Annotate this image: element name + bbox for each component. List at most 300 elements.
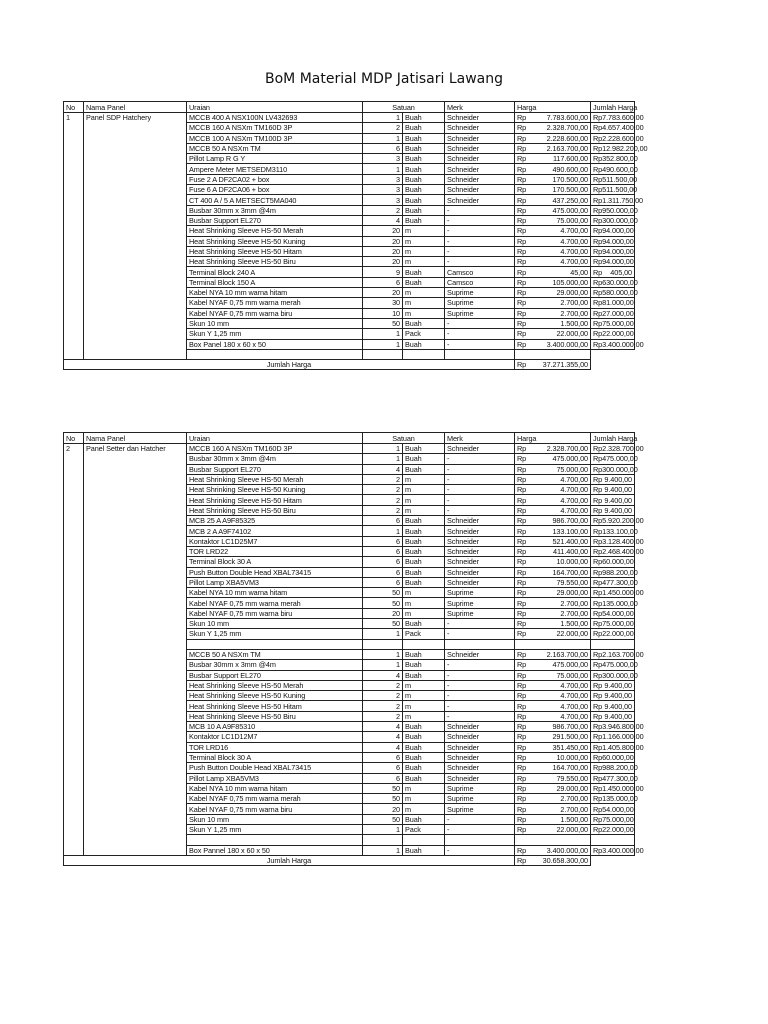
row-unit: m — [403, 226, 445, 236]
row-total — [591, 226, 635, 236]
currency-label: Rp — [517, 226, 527, 236]
currency-label: Rp — [593, 680, 603, 690]
row-unit: m — [403, 680, 445, 690]
currency-label: Rp — [517, 495, 527, 505]
row-total-value: 988.200,00 — [602, 567, 638, 577]
row-description: Kabel NYAF 0,75 mm warna merah — [187, 598, 363, 608]
row-no — [64, 526, 84, 536]
table-row — [64, 505, 635, 515]
currency-label: Rp — [593, 526, 603, 536]
currency-label: Rp — [517, 329, 527, 339]
row-panel-name — [84, 267, 187, 277]
row-total — [591, 257, 635, 267]
row-total — [591, 133, 644, 143]
row-brand: - — [445, 257, 515, 267]
row-total-value: 9.400,00 — [604, 475, 632, 485]
row-no — [64, 639, 84, 649]
row-brand: Suprime — [445, 608, 515, 618]
row-qty: 3 — [363, 185, 403, 195]
row-panel-name — [84, 454, 187, 464]
row-total — [591, 246, 635, 256]
row-panel-name — [84, 649, 187, 659]
row-qty: 1 — [363, 454, 403, 464]
currency-label: Rp — [593, 711, 603, 721]
row-total-value: 1.450.000,00 — [602, 588, 644, 598]
grand-total-value: 37.271.355,00 — [542, 360, 588, 370]
row-total — [591, 691, 635, 701]
currency-label: Rp — [593, 722, 603, 732]
row-no — [64, 257, 84, 267]
row-unit: Buah — [403, 277, 445, 287]
blank-row — [64, 835, 635, 845]
row-description: Kabel NYA 10 mm warna hitam — [187, 588, 363, 598]
currency-label: Rp — [517, 619, 527, 629]
table-row — [64, 557, 635, 567]
currency-label: Rp — [593, 185, 603, 195]
row-no — [64, 123, 84, 133]
row-description: Heat Shrinking Sleeve HS-50 Biru — [187, 257, 363, 267]
bom-table-panel-setter-hatcher — [63, 432, 644, 866]
row-brand: Suprime — [445, 298, 515, 308]
currency-label: Rp — [593, 505, 603, 515]
row-price — [515, 308, 591, 318]
row-qty: 1 — [363, 845, 403, 855]
row-description: Skun 10 mm — [187, 814, 363, 824]
row-unit: Buah — [403, 619, 445, 629]
table-row — [64, 742, 635, 752]
table-row — [64, 257, 635, 267]
row-total-value: 60.000,00 — [602, 557, 634, 567]
row-description: Heat Shrinking Sleeve HS-50 Hitam — [187, 495, 363, 505]
row-no — [64, 205, 84, 215]
row-no — [64, 783, 84, 793]
currency-label: Rp — [593, 495, 603, 505]
row-unit: m — [403, 783, 445, 793]
row-description: Ampere Meter METSEDM3110 — [187, 164, 363, 174]
currency-label: Rp — [517, 516, 527, 526]
row-total-value: 60.000,00 — [602, 753, 634, 763]
row-no — [64, 349, 84, 359]
row-total-value: 490.600,00 — [602, 164, 638, 174]
row-price — [515, 742, 591, 752]
currency-label: Rp — [517, 845, 527, 855]
table-header-row — [64, 102, 635, 113]
row-brand — [445, 835, 515, 845]
row-unit: m — [403, 495, 445, 505]
row-no — [64, 329, 84, 339]
row-no — [64, 701, 84, 711]
currency-label: Rp — [517, 267, 527, 277]
row-qty: 6 — [363, 567, 403, 577]
currency-label: Rp — [593, 485, 603, 495]
row-price-value: 22.000,00 — [556, 629, 588, 639]
row-price — [515, 267, 591, 277]
currency-label: Rp — [517, 485, 527, 495]
currency-label: Rp — [517, 691, 527, 701]
row-unit: Buah — [403, 773, 445, 783]
currency-label: Rp — [593, 444, 603, 454]
row-unit: Buah — [403, 164, 445, 174]
row-no: 2 — [64, 444, 84, 454]
row-panel-name — [84, 557, 187, 567]
row-brand: Schneider — [445, 185, 515, 195]
row-unit: m — [403, 794, 445, 804]
row-price-value: 1.500,00 — [560, 619, 588, 629]
table-row — [64, 732, 635, 742]
row-no — [64, 298, 84, 308]
row-price — [515, 680, 591, 690]
row-panel-name: Panel SDP Hatchery — [84, 113, 187, 123]
row-panel-name — [84, 722, 187, 732]
currency-label: Rp — [593, 763, 603, 773]
row-price-value: 4.700,00 — [560, 701, 588, 711]
row-total — [591, 794, 638, 804]
row-price-value: 475.000,00 — [552, 660, 588, 670]
row-qty: 1 — [363, 660, 403, 670]
row-unit — [403, 835, 445, 845]
row-no — [64, 339, 84, 349]
row-price-value: 2.228.600,00 — [546, 133, 588, 143]
header-price: Harga — [515, 433, 591, 444]
row-price-value: 75.000,00 — [556, 464, 588, 474]
row-panel-name — [84, 546, 187, 556]
currency-label: Rp — [517, 360, 527, 370]
row-price — [515, 711, 591, 721]
currency-label: Rp — [517, 144, 527, 154]
row-no — [64, 154, 84, 164]
row-total — [591, 588, 644, 598]
row-price-value: 22.000,00 — [556, 329, 588, 339]
table-row — [64, 133, 635, 143]
header-panel-name: Nama Panel — [84, 102, 187, 113]
row-price — [515, 794, 591, 804]
row-panel-name — [84, 711, 187, 721]
row-price — [515, 164, 591, 174]
row-total — [591, 288, 638, 298]
row-brand: Schneider — [445, 763, 515, 773]
row-unit: Buah — [403, 195, 445, 205]
currency-label: Rp — [517, 804, 527, 814]
row-no — [64, 773, 84, 783]
table-row — [64, 536, 635, 546]
row-unit: Buah — [403, 154, 445, 164]
row-qty: 6 — [363, 536, 403, 546]
currency-label: Rp — [517, 783, 527, 793]
currency-label: Rp — [517, 722, 527, 732]
currency-label: Rp — [593, 195, 603, 205]
table-row — [64, 267, 635, 277]
row-no — [64, 246, 84, 256]
row-no — [64, 722, 84, 732]
currency-label: Rp — [593, 133, 603, 143]
currency-label: Rp — [517, 701, 527, 711]
row-empty — [403, 349, 445, 359]
currency-label: Rp — [593, 174, 603, 184]
row-qty: 4 — [363, 670, 403, 680]
row-panel-name — [84, 257, 187, 267]
header-brand: Merk — [445, 102, 515, 113]
row-unit: m — [403, 288, 445, 298]
row-panel-name — [84, 164, 187, 174]
row-unit: m — [403, 257, 445, 267]
row-price — [515, 236, 591, 246]
currency-label: Rp — [593, 691, 603, 701]
row-price-value: 4.700,00 — [560, 505, 588, 515]
row-unit: Buah — [403, 318, 445, 328]
table-row — [64, 546, 635, 556]
table-row — [64, 824, 635, 834]
row-description: Heat Shrinking Sleeve HS-50 Hitam — [187, 246, 363, 256]
row-total — [591, 835, 635, 845]
row-price-value: 164.700,00 — [552, 763, 588, 773]
row-unit: m — [403, 701, 445, 711]
row-no — [64, 845, 84, 855]
row-price — [515, 246, 591, 256]
row-total — [591, 577, 638, 587]
row-qty: 6 — [363, 557, 403, 567]
row-total-value: 5.920.200,00 — [602, 516, 644, 526]
currency-label: Rp — [517, 753, 527, 763]
row-no — [64, 133, 84, 143]
row-total — [591, 236, 635, 246]
row-price-value: 2.163.700,00 — [546, 144, 588, 154]
row-description: MCB 2 A A9F74102 — [187, 526, 363, 536]
table-row — [64, 277, 635, 287]
row-total — [591, 608, 635, 618]
row-qty: 20 — [363, 804, 403, 814]
row-total-value: 94.000,00 — [602, 236, 634, 246]
currency-label: Rp — [517, 247, 527, 256]
row-brand: - — [445, 629, 515, 639]
row-no — [64, 670, 84, 680]
row-total-value: 300.000,00 — [602, 464, 638, 474]
row-unit: Buah — [403, 205, 445, 215]
row-brand: - — [445, 454, 515, 464]
table-row — [64, 329, 635, 339]
row-total-value: 54.000,00 — [602, 608, 634, 618]
row-total — [591, 639, 635, 649]
row-price-value: 2.328.700,00 — [546, 123, 588, 133]
currency-label: Rp — [517, 298, 527, 308]
row-empty — [515, 349, 591, 359]
currency-label: Rp — [593, 701, 603, 711]
table-row — [64, 619, 635, 629]
row-price-value: 4.700,00 — [560, 680, 588, 690]
row-no — [64, 742, 84, 752]
currency-label: Rp — [517, 598, 527, 608]
row-empty — [187, 349, 363, 359]
row-qty: 4 — [363, 732, 403, 742]
row-brand: - — [445, 215, 515, 225]
row-price — [515, 608, 591, 618]
row-description: Terminal Block 150 A — [187, 277, 363, 287]
row-panel-name — [84, 505, 187, 515]
row-price-value: 4.700,00 — [560, 475, 588, 485]
row-price-value: 986.700,00 — [552, 516, 588, 526]
row-brand: - — [445, 318, 515, 328]
row-unit: Pack — [403, 824, 445, 834]
row-description: TOR LRD22 — [187, 546, 363, 556]
row-price-value: 411.400,00 — [553, 547, 588, 557]
row-unit: Buah — [403, 722, 445, 732]
row-panel-name — [84, 215, 187, 225]
currency-label: Rp — [517, 154, 527, 164]
row-total-value: 2.163.700,00 — [602, 650, 644, 660]
row-qty: 2 — [363, 123, 403, 133]
row-no — [64, 588, 84, 598]
row-qty: 1 — [363, 824, 403, 834]
currency-label: Rp — [593, 339, 603, 349]
table-row — [64, 516, 635, 526]
row-no — [64, 308, 84, 318]
total-row — [64, 360, 635, 370]
table-row — [64, 215, 635, 225]
table-row — [64, 495, 635, 505]
row-price — [515, 298, 591, 308]
row-price-value: 29.000,00 — [556, 588, 588, 598]
row-brand: - — [445, 495, 515, 505]
row-brand: Suprime — [445, 804, 515, 814]
row-panel-name — [84, 349, 187, 359]
table-row — [64, 226, 635, 236]
row-price — [515, 670, 591, 680]
row-total — [591, 536, 644, 546]
row-price-value: 117.600,00 — [553, 154, 588, 164]
header-description: Uraian — [187, 433, 363, 444]
currency-label: Rp — [517, 339, 527, 349]
row-price — [515, 516, 591, 526]
row-brand: Schneider — [445, 195, 515, 205]
currency-label: Rp — [517, 216, 527, 226]
row-total-value: 2.328.700,00 — [602, 444, 644, 454]
row-qty: 6 — [363, 277, 403, 287]
row-price-value: 7.783.600,00 — [546, 113, 588, 123]
row-description: Skun Y 1,25 mm — [187, 629, 363, 639]
row-total-value: 3.400.000,00 — [602, 339, 644, 349]
row-description: Kabel NYA 10 mm warna hitam — [187, 783, 363, 793]
row-qty: 2 — [363, 474, 403, 484]
row-qty: 2 — [363, 680, 403, 690]
row-qty: 3 — [363, 174, 403, 184]
row-price — [515, 639, 591, 649]
row-no — [64, 318, 84, 328]
row-qty: 20 — [363, 246, 403, 256]
row-no — [64, 835, 84, 845]
row-description: Skun 10 mm — [187, 619, 363, 629]
row-panel-name — [84, 845, 187, 855]
row-total — [591, 298, 635, 308]
row-panel-name — [84, 794, 187, 804]
row-description — [187, 835, 363, 845]
table-row — [64, 288, 635, 298]
row-description: Skun Y 1,25 mm — [187, 329, 363, 339]
table-row — [64, 444, 635, 454]
row-unit: Buah — [403, 444, 445, 454]
row-panel-name — [84, 639, 187, 649]
header-description: Uraian — [187, 102, 363, 113]
row-brand: - — [445, 701, 515, 711]
currency-label: Rp — [517, 608, 527, 618]
currency-label: Rp — [517, 650, 527, 660]
row-price-value: 170.500,00 — [552, 185, 588, 195]
header-unit: Satuan — [363, 102, 445, 113]
row-total — [591, 680, 635, 690]
row-panel-name — [84, 608, 187, 618]
row-unit: Buah — [403, 814, 445, 824]
table-row — [64, 205, 635, 215]
currency-label: Rp — [593, 464, 603, 474]
row-description: Kabel NYAF 0,75 mm warna biru — [187, 308, 363, 318]
row-no — [64, 752, 84, 762]
row-description: MCCB 50 A NSXm TM — [187, 649, 363, 659]
row-total — [591, 185, 638, 195]
row-total — [591, 516, 644, 526]
row-qty: 4 — [363, 722, 403, 732]
row-qty: 20 — [363, 257, 403, 267]
table-row — [64, 783, 635, 793]
row-total-value: 1.166.000,00 — [602, 732, 644, 742]
row-brand: Schneider — [445, 536, 515, 546]
header-price: Harga — [515, 102, 591, 113]
row-price-value: 475.000,00 — [552, 454, 588, 464]
row-qty: 50 — [363, 814, 403, 824]
row-panel-name — [84, 277, 187, 287]
row-qty: 20 — [363, 288, 403, 298]
currency-label: Rp — [517, 257, 527, 267]
row-panel-name — [84, 783, 187, 793]
currency-label: Rp — [517, 536, 527, 546]
row-total-value: 1.405.800,00 — [602, 742, 644, 752]
row-panel-name — [84, 619, 187, 629]
row-total — [591, 505, 635, 515]
row-description: MCCB 400 A NSX100N LV432693 — [187, 113, 363, 123]
currency-label: Rp — [593, 454, 603, 464]
row-qty: 6 — [363, 773, 403, 783]
row-brand: - — [445, 226, 515, 236]
row-qty: 2 — [363, 691, 403, 701]
currency-label: Rp — [593, 329, 603, 339]
header-brand: Merk — [445, 433, 515, 444]
currency-label: Rp — [517, 113, 527, 123]
row-qty: 1 — [363, 133, 403, 143]
row-brand: Schneider — [445, 722, 515, 732]
row-brand: Schneider — [445, 577, 515, 587]
table-row — [64, 308, 635, 318]
row-description: Heat Shrinking Sleeve HS-50 Merah — [187, 226, 363, 236]
table-row — [64, 318, 635, 328]
row-total — [591, 649, 644, 660]
row-brand: - — [445, 619, 515, 629]
row-price — [515, 257, 591, 267]
row-price — [515, 226, 591, 236]
row-panel-name — [84, 773, 187, 783]
currency-label: Rp — [593, 277, 603, 287]
row-unit — [403, 639, 445, 649]
currency-label: Rp — [517, 319, 527, 329]
grand-total — [515, 855, 591, 865]
row-total — [591, 113, 644, 123]
row-total-value: 75.000,00 — [602, 619, 634, 629]
currency-label: Rp — [517, 660, 527, 670]
row-total-value: 75.000,00 — [602, 814, 634, 824]
row-no — [64, 454, 84, 464]
row-description: Box Pannel 180 x 60 x 50 — [187, 845, 363, 855]
row-description: Busbar 30mm x 3mm @4m — [187, 660, 363, 670]
row-brand: - — [445, 474, 515, 484]
row-qty: 2 — [363, 205, 403, 215]
row-description: Terminal Block 240 A — [187, 267, 363, 277]
row-qty: 2 — [363, 711, 403, 721]
